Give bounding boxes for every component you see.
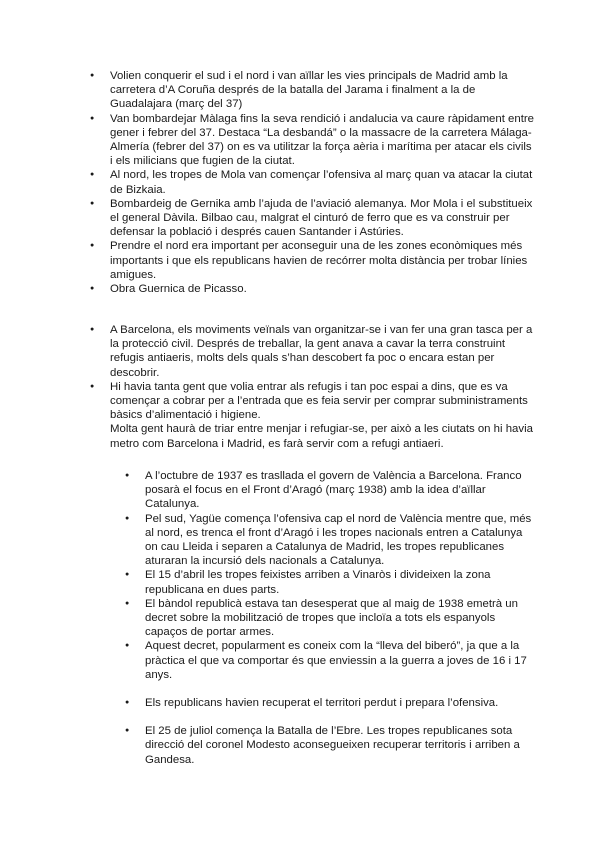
list-item: ● Els republicans havien recuperat el territori perdut i prepara l’ofensiva.: [125, 696, 535, 710]
list-item: ● El 15 d’abril les tropes feixistes arriben a Vinaròs i divideixen la zona republicana en dues parts.: [125, 568, 535, 596]
list-item: ● Obra Guernica de Picasso.: [90, 282, 535, 296]
list-item: ● Pel sud, Yagüe comença l’ofensiva cap el nord de València mentre que, més al nord, es trenca el front d’Aragó i les tropes nacionals entren a Catalunya on cau Lleida i separen a Catalunya de Madrid, les tropes republicanes aturaran la incursió dels nacionals a Catalunya.: [125, 512, 535, 569]
bullet-list-aragon-ebre: [125, 469, 535, 767]
list-item: ● El bàndol republicà estava tan desesperat que al maig de 1938 emetrà un decret sobre la mobilització de tropes que incloïa a tots els espanyols capaços de portar armes.: [125, 597, 535, 640]
list-item: ● Aquest decret, popularment es coneix com la “lleva del biberó”, ja que a la pràctica el que va comportar és que enviessin a la guerra a joves de 16 i 17 anys.: [125, 639, 535, 682]
list-item: ● Van bombardejar Màlaga fins la seva rendició i andalucia va caure ràpidament entre gener i febrer del 37. Destaca “La desbandá” o la massacre de la carretera Málaga-Almería (febrer del 37) on es va utilitzar la força aèria i marítima per atacar els civils i els milicians que fugien de la ciutat.: [90, 112, 535, 169]
list-item: ● Al nord, les tropes de Mola van començar l’ofensiva al març quan va atacar la ciutat de Bizkaia.: [90, 168, 535, 196]
barcelona-section: [90, 323, 535, 451]
list-item: ● Volien conquerir el sud i el nord i van aïllar les vies principals de Madrid amb la carretera d’A Coruña després de la batalla del Jarama i finalment a la de Guadalajara (març del 37): [90, 69, 535, 112]
bullet-list-north-south: [90, 69, 535, 296]
list-item: ● Hi havia tanta gent que volia entrar als refugis i tan poc espai a dins, que es va començar a cobrar per a l’entrada que es feia servir per comprar subministraments bàsics d’alimentació i higiene.: [90, 380, 535, 423]
bullet-list-barcelona: [90, 323, 535, 422]
list-item: ● Prendre el nord era important per aconseguir una de les zones econòmiques més importants i que els republicans havien de recórrer molta distància per trobar línies amigues.: [90, 239, 535, 282]
list-item: ● A Barcelona, els moviments veïnals van organitzar-se i van fer una gran tasca per a la protecció civil. Després de treballar, la gent anava a cavar la terra construint refugis antiaeris, molts dels quals s’han descobert fa poc o encara estan per descobrir.: [90, 323, 535, 380]
paragraph-continuation: Molta gent haurà de triar entre menjar i refugiar-se, per això a les ciutats on hi havia metro com Barcelona i Madrid, es farà servir com a refugi antiaeri.: [110, 423, 533, 450]
list-item: ● A l’octubre de 1937 es trasllada el govern de València a Barcelona. Franco posarà el focus en el Front d’Aragó (març 1938) amb la idea d’aïllar Catalunya.: [125, 469, 535, 512]
list-item: ● El 25 de juliol comença la Batalla de l’Ebre. Les tropes republicanes sota direcció del coronel Modesto aconsegueixen recuperar territoris i arriben a Gandesa.: [125, 724, 535, 767]
list-item: ● Bombardeig de Gernika amb l’ajuda de l’aviació alemanya. Mor Mola i el substitueix el general Dàvila. Bilbao cau, malgrat el cinturó de ferro que es va construir per defensar la població i després cauen Santander i Astúries.: [90, 197, 535, 240]
